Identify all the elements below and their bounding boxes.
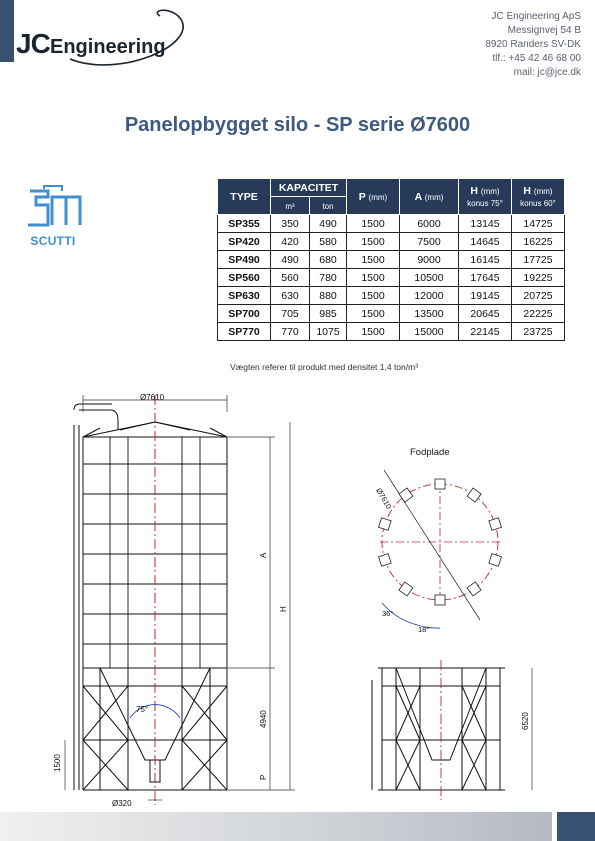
table-cell: 13145 [459, 215, 512, 233]
foot-plate [379, 518, 392, 531]
table-cell: 14725 [512, 215, 565, 233]
fod-angle-36: 36° [382, 609, 394, 618]
table-cell: 490 [271, 251, 310, 269]
table-cell: 780 [310, 269, 347, 287]
col-h75: H (mm) konus 75° [459, 179, 512, 215]
page-title: Panelopbygget silo - SP serie Ø7600 [124, 114, 471, 136]
scutti-label: SCUTTI [30, 234, 76, 248]
table-cell: 10500 [400, 269, 459, 287]
dim-1500: 1500 [53, 754, 62, 772]
silo-body [74, 404, 227, 790]
table-cell: 20645 [459, 305, 512, 323]
spec-table [217, 178, 565, 341]
table-cell: 1500 [347, 305, 400, 323]
table-cell: 16225 [512, 233, 565, 251]
table-cell: 19225 [512, 269, 565, 287]
address-mail: mail: jc@jce.dk [513, 67, 581, 78]
table-row [218, 287, 565, 305]
footer-bar [0, 812, 552, 841]
foot-plate [489, 554, 502, 567]
fod-diameter: Ø7610 [374, 486, 394, 511]
table-row [218, 269, 565, 287]
side-view [372, 668, 505, 790]
row-type: SP420 [218, 233, 271, 251]
density-note: Vægten referer til produkt med densitet 1,4 ton/m³ [230, 362, 419, 372]
dim-outlet: Ø320 [112, 799, 132, 808]
logo-jc: JC [16, 28, 50, 59]
col-ton: ton [310, 197, 347, 215]
table-cell: 22145 [459, 323, 512, 341]
foot-plate [399, 582, 413, 596]
col-type: TYPE [218, 179, 271, 215]
table-cell: 1500 [347, 323, 400, 341]
table-row [218, 305, 565, 323]
table-cell: 17645 [459, 269, 512, 287]
table-cell: 14645 [459, 233, 512, 251]
table-cell: 880 [310, 287, 347, 305]
table-row [218, 323, 565, 341]
address-phone: tlf.: +45 42 46 68 00 [492, 53, 581, 64]
table-cell: 1500 [347, 215, 400, 233]
footer-accent-box [557, 812, 595, 841]
col-a: A (mm) [400, 179, 459, 215]
foot-plate [435, 595, 445, 605]
table-cell: 19145 [459, 287, 512, 305]
scutti-logo-icon [22, 185, 84, 233]
table-row [218, 251, 565, 269]
table-cell: 630 [271, 287, 310, 305]
dim-p: P [259, 774, 268, 780]
table-cell: 705 [271, 305, 310, 323]
row-type: SP560 [218, 269, 271, 287]
col-h60: H (mm) konus 60° [512, 179, 565, 215]
dim-top-diameter: Ø7610 [140, 393, 165, 402]
table-row [218, 215, 565, 233]
table-cell: 1500 [347, 287, 400, 305]
table-cell: 9000 [400, 251, 459, 269]
table-cell: 560 [271, 269, 310, 287]
col-p: P (mm) [347, 179, 400, 215]
address-line: 8920 Randers SV-DK [485, 39, 581, 50]
dim-h: H [279, 606, 288, 612]
dim-cone-angle: 75° [136, 705, 149, 714]
row-type: SP630 [218, 287, 271, 305]
dim-4940: 4940 [259, 710, 268, 728]
address-line: JC Engineering ApS [491, 11, 581, 22]
table-cell: 1075 [310, 323, 347, 341]
table-cell: 15000 [400, 323, 459, 341]
table-cell: 420 [271, 233, 310, 251]
table-cell: 580 [310, 233, 347, 251]
row-type: SP770 [218, 323, 271, 341]
table-row [218, 233, 565, 251]
logo-engineering: Engineering [50, 36, 166, 58]
row-type: SP490 [218, 251, 271, 269]
foot-plate [489, 518, 502, 531]
table-cell: 6000 [400, 215, 459, 233]
table-cell: 1500 [347, 233, 400, 251]
row-type: SP355 [218, 215, 271, 233]
table-cell: 13500 [400, 305, 459, 323]
table-cell: 350 [271, 215, 310, 233]
table-cell: 22225 [512, 305, 565, 323]
table-cell: 680 [310, 251, 347, 269]
row-type: SP700 [218, 305, 271, 323]
company-address [485, 10, 581, 80]
table-cell: 770 [271, 323, 310, 341]
table-cell: 1500 [347, 251, 400, 269]
fod-angle-18: 18° [418, 625, 430, 634]
table-cell: 985 [310, 305, 347, 323]
table-cell: 12000 [400, 287, 459, 305]
dim-a: A [259, 552, 268, 558]
dim-6520: 6520 [521, 712, 530, 730]
table-cell: 7500 [400, 233, 459, 251]
foot-plate [467, 582, 481, 596]
address-line: Messignvej 54 B [507, 25, 581, 36]
table-cell: 16145 [459, 251, 512, 269]
col-kapacitet: KAPACITET [271, 179, 347, 197]
col-m3: m³ [271, 197, 310, 215]
table-cell: 1500 [347, 269, 400, 287]
table-cell: 20725 [512, 287, 565, 305]
fodplade-title: Fodplade [410, 447, 450, 458]
foot-plate [467, 488, 481, 502]
foot-plate [435, 479, 445, 489]
fodplade-circle [379, 470, 502, 628]
foot-plate [379, 554, 392, 567]
table-cell: 23725 [512, 323, 565, 341]
silo-drawing [0, 380, 595, 810]
table-cell: 490 [310, 215, 347, 233]
table-cell: 17725 [512, 251, 565, 269]
foot-plate [399, 488, 413, 502]
